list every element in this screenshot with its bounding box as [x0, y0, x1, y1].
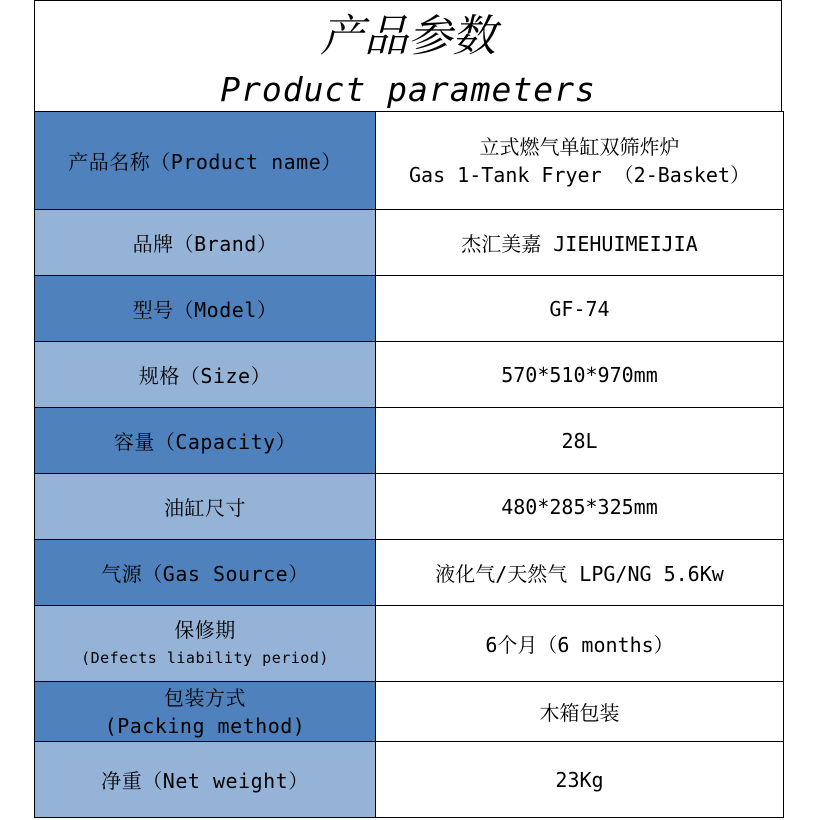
- label-model: 型号（Model）: [35, 276, 376, 342]
- row-packing: [35, 682, 784, 742]
- row-model: [35, 276, 784, 342]
- header: [34, 0, 782, 112]
- label-gas-source: 气源（Gas Source）: [35, 540, 376, 606]
- label-warranty-cn: 保修期: [174, 617, 236, 642]
- product-parameters-sheet: [34, 0, 784, 820]
- row-capacity: [35, 408, 784, 474]
- label-warranty: [35, 606, 376, 682]
- value-product-name: [376, 112, 784, 210]
- label-net-weight: 净重（Net weight）: [35, 742, 376, 818]
- row-brand: [35, 210, 784, 276]
- row-gas-source: [35, 540, 784, 606]
- value-warranty: 6个月（6 months）: [376, 606, 784, 682]
- label-capacity: 容量（Capacity）: [35, 408, 376, 474]
- label-tank-size: 油缸尺寸: [35, 474, 376, 540]
- label-brand: 品牌（Brand）: [35, 210, 376, 276]
- value-tank-size: 480*285*325mm: [376, 474, 784, 540]
- row-warranty: [35, 606, 784, 682]
- label-size: 规格（Size）: [35, 342, 376, 408]
- parameters-table: [34, 111, 784, 818]
- value-gas-source: 液化气/天然气 LPG/NG 5.6Kw: [376, 540, 784, 606]
- label-product-name: 产品名称（Product name）: [35, 112, 376, 210]
- value-product-name-cn: 立式燃气单缸双筛炸炉: [479, 134, 680, 159]
- title-chinese: 产品参数: [320, 11, 496, 62]
- label-packing: [35, 682, 376, 742]
- row-tank-size: [35, 474, 784, 540]
- label-warranty-en: (Defects liability period): [81, 648, 329, 667]
- value-brand: 杰汇美嘉 JIEHUIMEIJIA: [376, 210, 784, 276]
- label-packing-cn: 包装方式: [164, 685, 246, 710]
- row-net-weight: [35, 742, 784, 818]
- row-product-name: [35, 112, 784, 210]
- value-packing: 木箱包装: [376, 682, 784, 742]
- value-capacity: 28L: [376, 408, 784, 474]
- value-size: 570*510*970mm: [376, 342, 784, 408]
- value-product-name-en: Gas 1-Tank Fryer （2-Basket）: [408, 162, 751, 187]
- title-english: Product parameters: [220, 70, 596, 109]
- label-packing-en: (Packing method): [104, 713, 306, 738]
- value-net-weight: 23Kg: [376, 742, 784, 818]
- row-size: [35, 342, 784, 408]
- value-model: GF-74: [376, 276, 784, 342]
